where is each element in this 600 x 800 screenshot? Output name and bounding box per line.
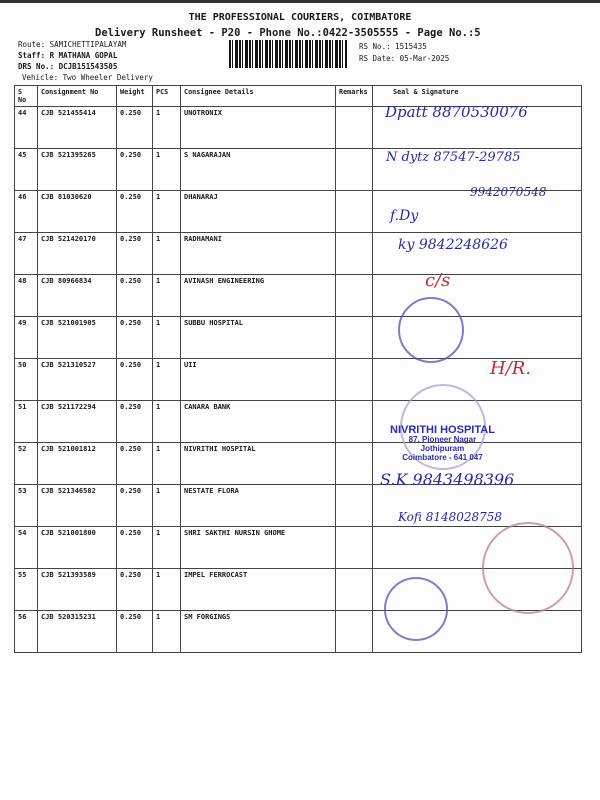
pieces: 1 [153, 401, 181, 443]
stamp-56 [384, 577, 448, 641]
consignee-name: CANARA BANK [181, 401, 336, 443]
serial-number: 46 [15, 191, 38, 233]
serial-number: 44 [15, 107, 38, 149]
pieces: 1 [153, 149, 181, 191]
hospital-stamp: NIVRITHI HOSPITAL 87, Pioneer Nagar Jothipuram Coimbatore - 641 047 [390, 424, 495, 462]
consignment-number: CJB 521455414 [38, 107, 117, 149]
weight: 0.250 [117, 233, 153, 275]
col-seal: Seal & Signature [373, 86, 582, 107]
serial-number: 56 [15, 611, 38, 653]
remarks-cell [336, 149, 373, 191]
col-consignee: Consignee Details [181, 86, 336, 107]
table-row [15, 317, 582, 359]
pieces: 1 [153, 443, 181, 485]
remarks-cell [336, 359, 373, 401]
remarks-cell [336, 443, 373, 485]
weight: 0.250 [117, 317, 153, 359]
remarks-cell [336, 107, 373, 149]
consignment-number: CJB 521172294 [38, 401, 117, 443]
remark-48: c/s [425, 270, 451, 291]
weight: 0.250 [117, 569, 153, 611]
runsheet-subtitle: Delivery Runsheet - P20 - Phone No.:0422-3505555 - Page No.:5 [95, 27, 481, 39]
weight: 0.250 [117, 107, 153, 149]
pieces: 1 [153, 107, 181, 149]
consignment-number: CJB 520315231 [38, 611, 117, 653]
consignment-number: CJB 521346502 [38, 485, 117, 527]
table-row [15, 275, 582, 317]
serial-number: 48 [15, 275, 38, 317]
remarks-cell [336, 191, 373, 233]
remarks-cell [336, 233, 373, 275]
serial-number: 54 [15, 527, 38, 569]
signature-46: 9942070548 [470, 185, 547, 199]
consignee-name: SM FORGINGS [181, 611, 336, 653]
pieces: 1 [153, 275, 181, 317]
weight: 0.250 [117, 359, 153, 401]
serial-number: 50 [15, 359, 38, 401]
remarks-cell [336, 275, 373, 317]
consignee-name: DHANARAJ [181, 191, 336, 233]
pieces: 1 [153, 191, 181, 233]
consignee-name: AVINASH ENGINEERING [181, 275, 336, 317]
consignment-number: CJB 80966834 [38, 275, 117, 317]
consignment-number: CJB 521393589 [38, 569, 117, 611]
company-title: THE PROFESSIONAL COURIERS, COIMBATORE [188, 12, 412, 23]
signature-53: S.K 9843498396 [380, 470, 515, 489]
consignee-name: S NAGARAJAN [181, 149, 336, 191]
remarks-cell [336, 317, 373, 359]
signature-45: N dytz 87547-29785 [386, 150, 521, 165]
weight: 0.250 [117, 485, 153, 527]
rs-date: RS Date: 05-Mar-2025 [359, 54, 450, 63]
weight: 0.250 [117, 527, 153, 569]
serial-number: 53 [15, 485, 38, 527]
remarks-cell [336, 485, 373, 527]
serial-number: 55 [15, 569, 38, 611]
consignee-name: NESTATE FLORA [181, 485, 336, 527]
stamp-55 [482, 522, 574, 614]
consignee-name: IMPEL FERROCAST [181, 569, 336, 611]
consignment-number: CJB 521001905 [38, 317, 117, 359]
serial-number: 47 [15, 233, 38, 275]
consignment-number: CJB 521420170 [38, 233, 117, 275]
seal-signature-cell [373, 359, 582, 401]
drs-no: DRS No.: DCJB151543505 [18, 62, 118, 71]
remarks-cell [336, 569, 373, 611]
barcode [229, 40, 347, 68]
pieces: 1 [153, 317, 181, 359]
consignment-number: CJB 521001812 [38, 443, 117, 485]
weight: 0.250 [117, 149, 153, 191]
col-pcs: PCS [153, 86, 181, 107]
consignee-name: SUBBU HOSPITAL [181, 317, 336, 359]
weight: 0.250 [117, 443, 153, 485]
col-remarks: Remarks [336, 86, 373, 107]
serial-number: 52 [15, 443, 38, 485]
col-sno: S No [15, 86, 38, 107]
remarks-cell [336, 401, 373, 443]
consignee-name: UII [181, 359, 336, 401]
vehicle: Vehicle: Two Wheeler Delivery [22, 73, 153, 82]
remarks-cell [336, 611, 373, 653]
stamp-49 [398, 297, 464, 363]
serial-number: 45 [15, 149, 38, 191]
consignee-name: RADHAMANI [181, 233, 336, 275]
pieces: 1 [153, 233, 181, 275]
pieces: 1 [153, 611, 181, 653]
rs-no: RS No.: 1515435 [359, 42, 427, 51]
consignment-number: CJB 81030620 [38, 191, 117, 233]
weight: 0.250 [117, 401, 153, 443]
pieces: 1 [153, 527, 181, 569]
signature-47: ky 9842248626 [398, 237, 508, 253]
serial-number: 49 [15, 317, 38, 359]
pieces: 1 [153, 485, 181, 527]
col-consignment: Consignment No [38, 86, 117, 107]
scan-border [0, 0, 600, 3]
consignment-number: CJB 521310527 [38, 359, 117, 401]
pieces: 1 [153, 569, 181, 611]
consignment-number: CJB 521001800 [38, 527, 117, 569]
consignee-name: SHRI SAKTHI NURSIN GHOME [181, 527, 336, 569]
weight: 0.250 [117, 191, 153, 233]
pieces: 1 [153, 359, 181, 401]
route: Route: SAMICHETTIPALAYAM [18, 40, 127, 49]
staff: Staff: R MATHANA GOPAL [18, 51, 118, 60]
weight: 0.250 [117, 611, 153, 653]
consignee-name: NIVRITHI HOSPITAL [181, 443, 336, 485]
signature-44: Dpatt 8870530076 [385, 103, 528, 121]
signature-47a: f.Dy [390, 208, 419, 224]
remark-50: H/R. [490, 358, 532, 379]
serial-number: 51 [15, 401, 38, 443]
weight: 0.250 [117, 275, 153, 317]
consignment-number: CJB 521395265 [38, 149, 117, 191]
table-row [15, 611, 582, 653]
signature-54: Kofi 8148028758 [398, 510, 503, 524]
col-weight: Weight [117, 86, 153, 107]
table-row [15, 401, 582, 443]
remarks-cell [336, 527, 373, 569]
consignee-name: UNOTRONIX [181, 107, 336, 149]
